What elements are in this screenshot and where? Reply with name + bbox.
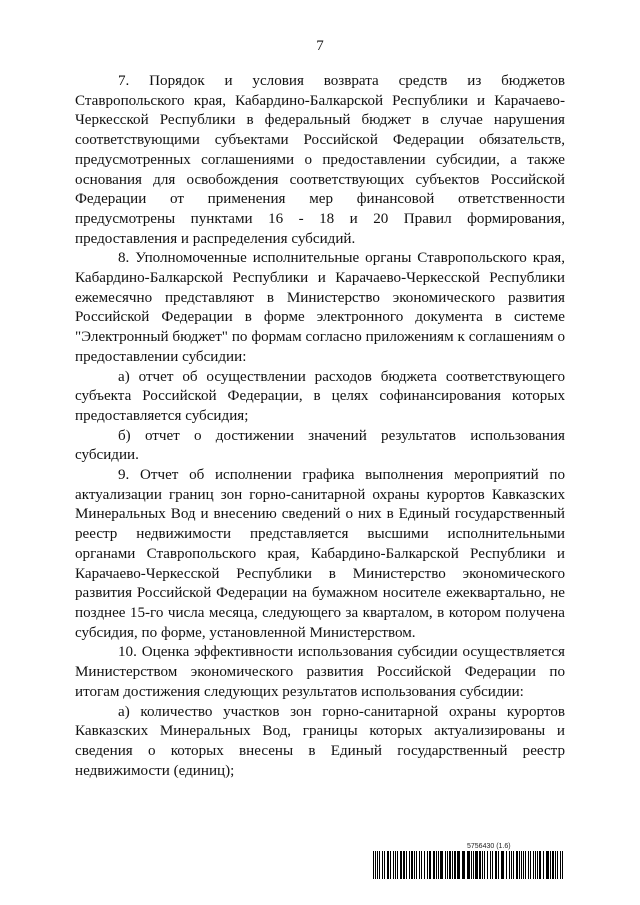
subitem-8b: б) отчет о достижении значений результатов использования субсидии. xyxy=(75,427,565,464)
document-code: 5756430 (1.6) xyxy=(467,843,511,850)
document-body xyxy=(75,72,565,781)
subitem-10a: а) количество участков зон горно-санитарной охраны курортов Кавказских Минеральных Вод, границы которых актуализированы и сведения о которых внесены в Единый государственный реестр недвижимости (единиц); xyxy=(75,703,565,779)
paragraph-9-schedule-report: 9. Отчет об исполнении графика выполнения мероприятий по актуализации границ зон горно-санитарной охраны курортов Кавказских Минеральных Вод и внесению сведений о них в Единый государственный реестр недвижимости представляется высшими исполнительными органами Ставропольского края, Кабардино-Балкарской Республики и Карачаево-Черкесской Республики в Министерство экономического развития Российской Федерации на бумажном носителе ежеквартально, не позднее 15-го числа месяца, следующего за кварталом, в котором получена субсидия, по форме, установленной Министерством. xyxy=(75,467,565,641)
paragraph-8-reporting: 8. Уполномоченные исполнительные органы Ставропольского края, Кабардино-Балкарской Республики и Карачаево-Черкесской Республики ежемесячно представляют в Министерство экономического развития Российской Федерации в форме электронного документа в системе "Электронный бюджет" по формам согласно приложениям к соглашениям о предоставлении субсидии: xyxy=(75,250,565,365)
subitem-8a: а) отчет об осуществлении расходов бюджета соответствующего субъекта Российской Федерации, в целях софинансирования которых предоставляется субсидия; xyxy=(75,368,565,424)
page-number: 7 xyxy=(316,38,324,54)
paragraph-7-return-of-funds: 7. Порядок и условия возврата средств из бюджетов Ставропольского края, Кабардино-Балкарской Республики и Карачаево-Черкесской Республики в федеральный бюджет в случае нарушения соответствующими субъектами Российской Федерации обязательств, предусмотренных соглашениями о предоставлении субсидии, а также основания для освобождения соответствующих субъектов Российской Федерации от применения мер финансовой ответственности предусмотрены пунктами 16 - 18 и 20 Правил формирования, предоставления и распределения субсидий. xyxy=(75,73,565,247)
paragraph-10-efficiency-evaluation: 10. Оценка эффективности использования субсидии осуществляется Министерством экономического развития Российской Федерации по итогам достижения следующих результатов использования субсидии: xyxy=(75,644,565,700)
barcode-image xyxy=(373,851,565,879)
